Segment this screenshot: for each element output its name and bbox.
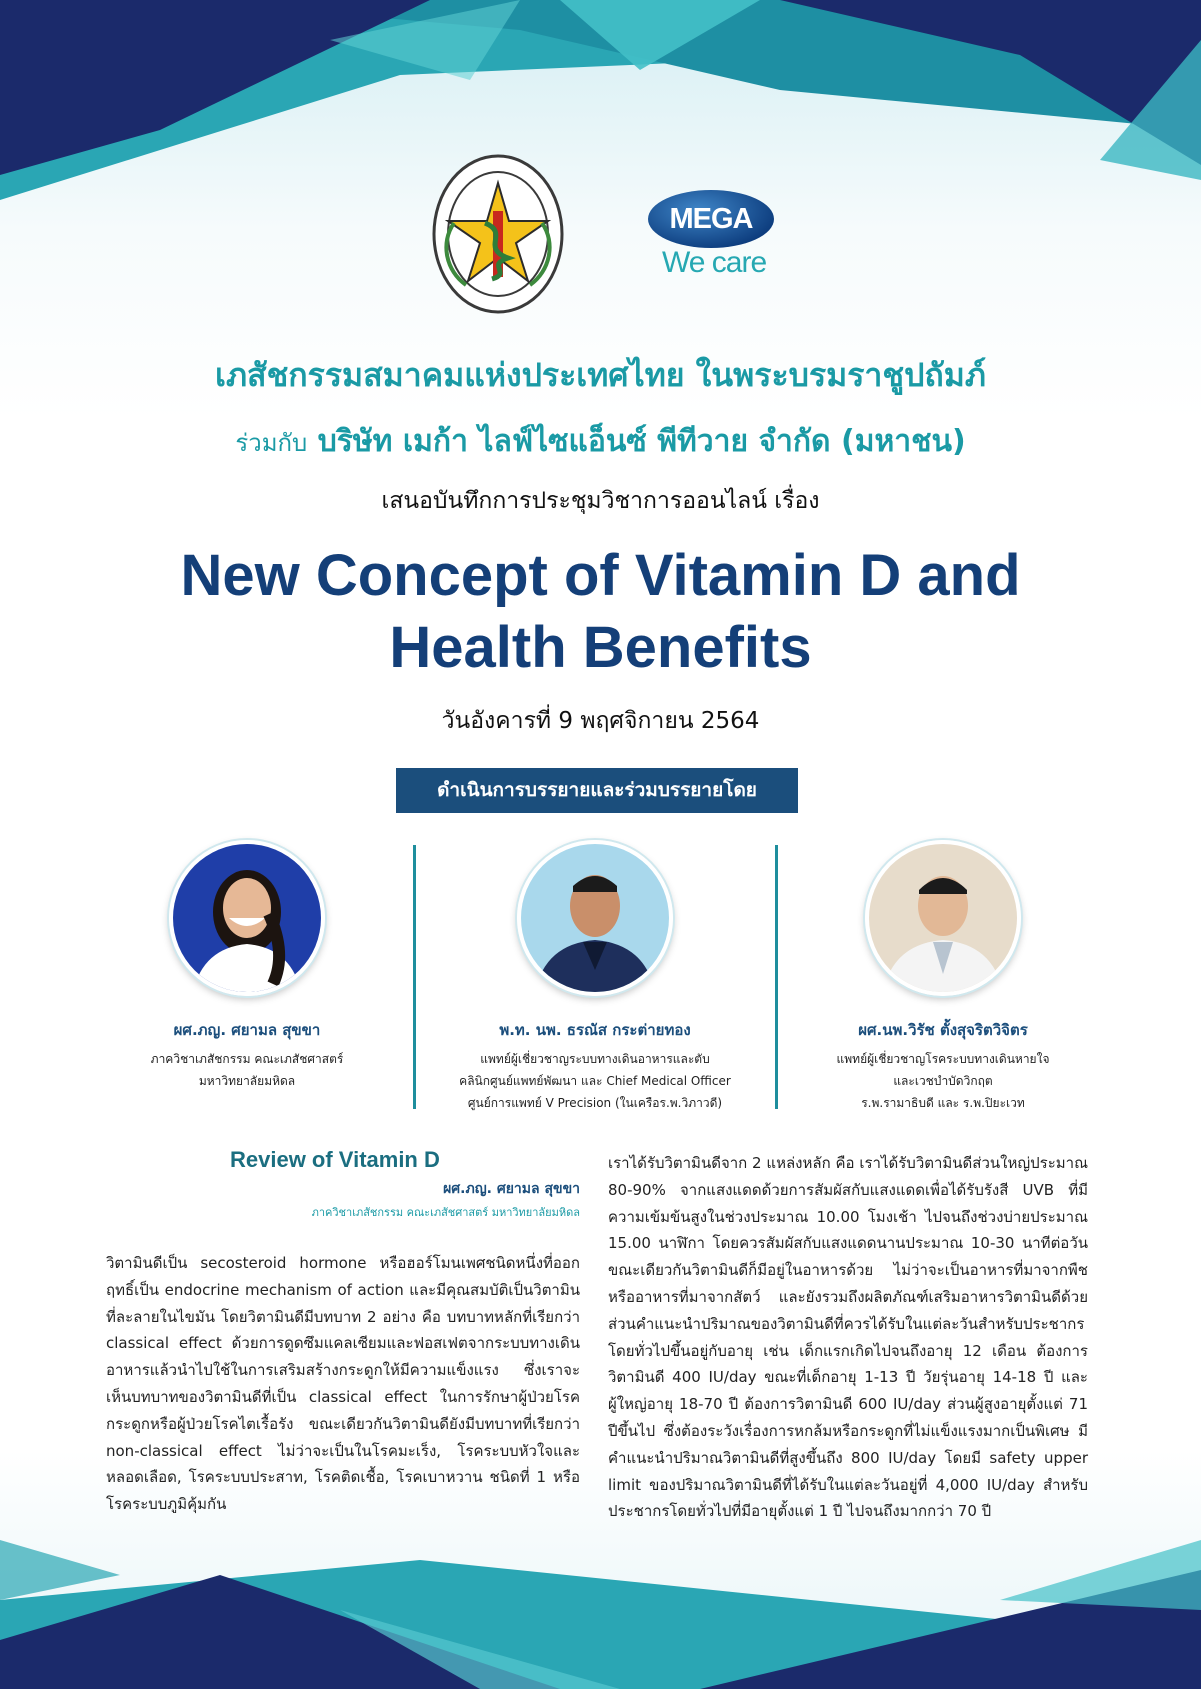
article-column-left: วิตามินดีเป็น secosteroid hormone หรือฮอร์โมนเพศชนิดหนึ่งที่ออกฤทธิ์เป็น endocrine mechanism of action และมีคุณสมบัติเป็นวิตามินที่ละลายในไขมัน โดยวิตามินดีมีบทบาท 2 อย่าง คือ บทบาทหลักที่เรียกว่า classical effect ด้วยการดูดซึมแคลเซียมและฟอสเฟตจากระบบทางเดินอาหารแล้วนำไปใช้ในการเสริมสร้างกระดูกให้มีความแข็งแรง ซึ่งเราจะเห็นบทบาทของวิตามินดีที่เป็น classical effect ในการรักษาผู้ป่วยโรคกระดูกหรือผู้ป่วยโรคไตเรื้อรัง ขณะเดียวกันวิตามินดียังมีบทบาทที่เรียกว่า non-classical effect ไม่ว่าจะเป็นในโรคมะเร็ง, โรคระบบหัวใจและหลอดเลือด, โรคระบบประสาท, โรคติดเชื้อ, โรคเบาหวาน ชนิดที่ 1 หรือโรคระบบภูมิคุ้มกัน	[106, 1254, 580, 1514]
avatar-icon	[173, 844, 321, 992]
presents-line: เสนอบันทึกการประชุมวิชาการออนไลน์ เรื่อง	[381, 488, 820, 514]
affiliation-line: ภาควิชาเภสัชกรรม คณะเภสัชศาสตร์	[150, 1052, 344, 1066]
affiliation-line: มหาวิทยาลัยมหิดล	[198, 1074, 296, 1088]
article-title: Review of Vitamin D	[230, 1147, 440, 1172]
speaker-affiliation	[778, 1048, 1108, 1114]
article-author: ผศ.ภญ. ศยามล สุขขา	[443, 1181, 580, 1197]
avatar-icon	[869, 844, 1017, 992]
organizer-prefix: ร่วมกับ	[235, 429, 308, 457]
avatar-icon	[521, 844, 669, 992]
affiliation-line: แพทย์ผู้เชี่ยวชาญโรคระบบทางเดินหายใจ	[836, 1052, 1050, 1066]
speaker-name: พ.ท. นพ. ธรณัส กระต่ายทอง	[499, 1021, 691, 1039]
organizer-line-1: เภสัชกรรมสมาคมแห่งประเทศไทย ในพระบรมราชูปถัมภ์	[215, 356, 986, 394]
affiliation-line: แพทย์ผู้เชี่ยวชาญระบบทางเดินอาหารและตับ	[480, 1052, 710, 1066]
speaker-photo	[169, 840, 325, 996]
speaker-card	[82, 840, 412, 1092]
pharmaceutical-association-seal-icon	[430, 153, 566, 315]
organizer-company: บริษัท เมก้า ไลฟ์ไซแอ็นซ์ พีทีวาย จำกัด (มหาชน)	[317, 424, 966, 459]
speaker-photo	[517, 840, 673, 996]
title-line-2: Health Benefits	[389, 615, 812, 680]
speaker-name: ผศ.นพ.วิรัช ตั้งสุจริตวิจิตร	[858, 1021, 1028, 1039]
speaker-photo	[865, 840, 1021, 996]
organizer-line-2	[0, 418, 1201, 465]
speaker-card	[430, 840, 760, 1114]
article-department: ภาควิชาเภสัชกรรม คณะเภสัชศาสตร์ มหาวิทยาลัยมหิดล	[311, 1206, 580, 1219]
title-line-1: New Concept of Vitamin D and	[180, 543, 1021, 608]
speaker-affiliation	[82, 1048, 412, 1092]
speaker-name: ผศ.ภญ. ศยามล สุขขา	[173, 1021, 321, 1039]
event-date: วันอังคารที่ 9 พฤศจิกายน 2564	[441, 708, 760, 734]
article-column-right: เราได้รับวิตามินดีจาก 2 แหล่งหลัก คือ เราได้รับวิตามินดีส่วนใหญ่ประมาณ 80-90% จากแสงแดดด้วยการสัมผัสกับแสงแดดเพื่อได้รับรังสี UVB ที่มีความเข้มข้นสูงในช่วงประมาณ 10.00 โมงเช้า ไปจนถึงช่วงบ่ายประมาณ 15.00 นาฬิกา โดยควรสัมผัสกับแสงแดดนานประมาณ 10-30 นาทีต่อวัน ขณะเดียวกันวิตามินดีก็มีอยู่ในอาหารด้วย ไม่ว่าจะเป็นอาหารที่มาจากพืชหรืออาหารที่มาจากสัตว์ และยังรวมถึงผลิตภัณฑ์เสริมอาหารวิตามินดีด้วย ส่วนคำแนะนำปริมาณของวิตามินดีที่ควรได้รับในแต่ละวันสำหรับประชากรโดยทั่วไปขึ้นอยู่กับอายุ เช่น เด็กแรกเกิดไปจนถึงอายุ 12 เดือน ต้องการวิตามินดี 400 IU/day ขณะที่เด็กอายุ 1-13 ปี วัยรุ่นอายุ 14-18 ปี และผู้ใหญ่อายุ 18-70 ปี ต้องการวิตามินดี 600 IU/day ส่วนผู้สูงอายุตั้งแต่ 71 ปีขึ้นไป ซึ่งต้องระวังเรื่องการหกล้มหรือกระดูกที่ไม่แข็งแรงมากเป็นพิเศษ มีคำแนะนำปริมาณวิตามินดีที่สูงขึ้นถึง 800 IU/day โดยมี safety upper limit ของปริมาณวิตามินดีที่ได้รับในแต่ละวันอยู่ที่ 4,000 IU/day สำหรับประชากรโดยทั่วไปที่มีอายุตั้งแต่ 1 ปี ไปจนถึงมากกว่า 70 ปี	[608, 1154, 1088, 1521]
affiliation-line: คลินิกศูนย์แพทย์พัฒนา และ Chief Medical Officer	[459, 1074, 731, 1088]
mega-tagline: We care	[662, 246, 767, 279]
speaker-card	[778, 840, 1108, 1114]
affiliation-line: ร.พ.รามาธิบดี และ ร.พ.ปิยะเวท	[861, 1096, 1025, 1110]
divider	[413, 845, 416, 1109]
speaker-affiliation	[430, 1048, 760, 1114]
affiliation-line: และเวชบำบัดวิกฤต	[893, 1074, 993, 1088]
affiliation-line: ศูนย์การแพทย์ V Precision (ในเครือร.พ.วิภาวดี)	[467, 1096, 723, 1110]
page-title	[0, 540, 1201, 684]
mega-logo	[640, 190, 790, 290]
speakers-banner: ดำเนินการบรรยายและร่วมบรรยายโดย	[396, 768, 798, 813]
logo-area	[0, 145, 1201, 325]
mega-brand: MEGA	[648, 190, 774, 248]
